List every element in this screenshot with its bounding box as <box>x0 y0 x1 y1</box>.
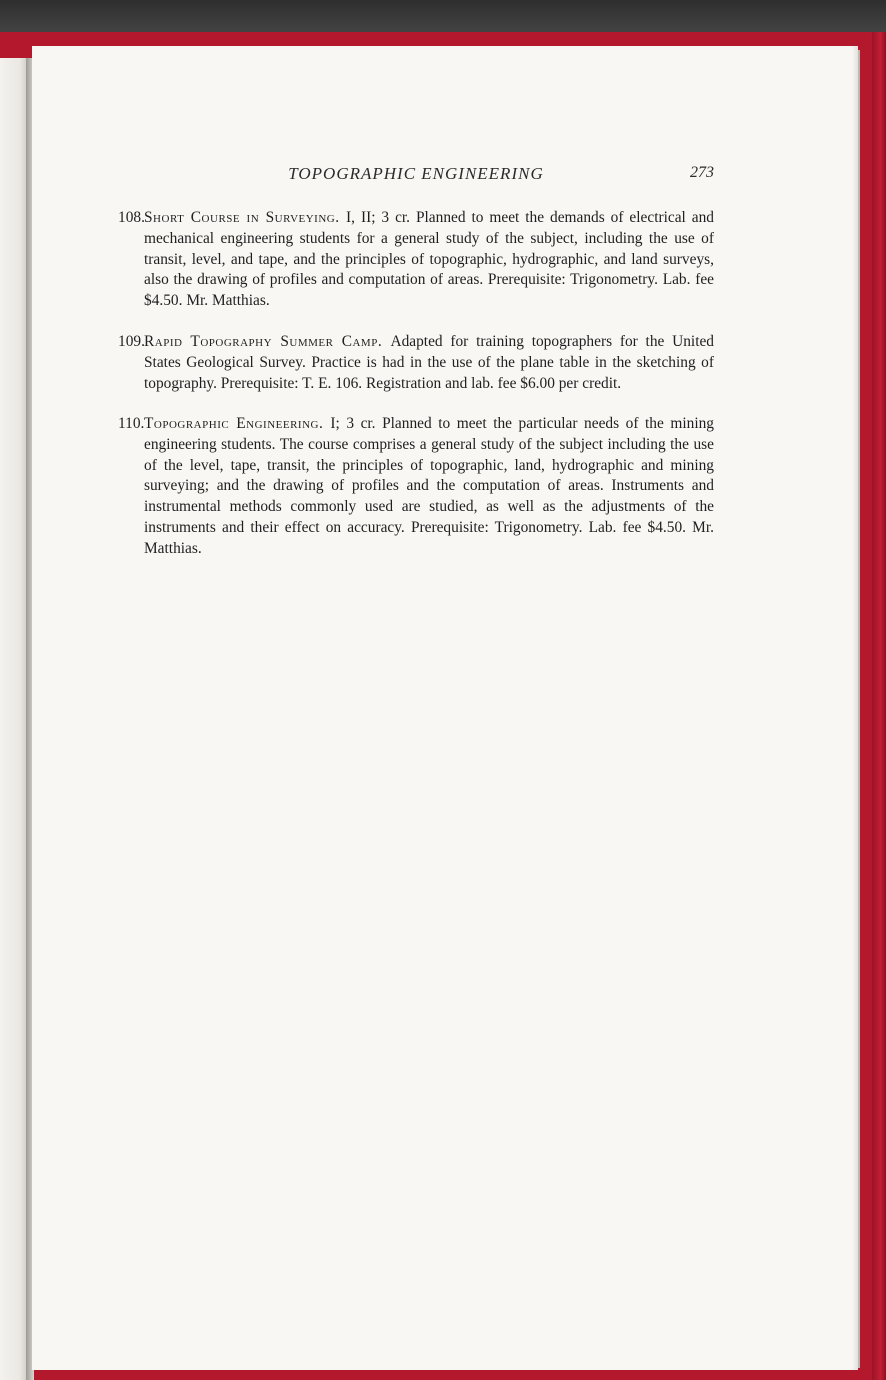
page-number: 273 <box>690 164 714 181</box>
facing-page-sliver <box>0 58 28 1380</box>
course-number: 109. <box>118 333 145 350</box>
course-title: Short Course in Surveying. <box>144 209 347 226</box>
course-number: 108. <box>118 209 145 226</box>
course-body <box>144 414 714 560</box>
course-description: Adapted for training topographers for the United States Geological Survey. Practice is had in the use of the plane table in the sketching of topography. Prerequisite: T. E. 106. Registration and lab. fee $6.00 per credit. <box>144 333 715 392</box>
course-description: I; 3 cr. Planned to meet the particular needs of the mining engineering students. The course comprises a general study of the subject including the use of the level, tape, transit, the principles of topographic, land, hydrographic and mining surveying; and the drawing of profiles and the computation of areas. Instruments and instrumental methods commonly used are studied, as well as the adjustments of the instruments and their effect on accuracy. Prerequisite: Trigonometry. Lab. fee $4.50. Mr. Matthias. <box>144 415 714 557</box>
book-cover-right-edge <box>872 32 886 1380</box>
course-entry-109 <box>118 332 714 394</box>
course-number: 110. <box>118 415 145 432</box>
course-body <box>144 332 714 394</box>
running-head <box>118 164 714 188</box>
course-title: Rapid Topography Summer Camp. <box>144 333 391 350</box>
course-description: I, II; 3 cr. Planned to meet the demands of electrical and mechanical engineering students for a general study of the subject, including the use of transit, level, and tape, and the principles of topographic, hydrographic, and land surveys, also the drawing of profiles and computation of areas. Prerequisite: Trigonometry. Lab. fee $4.50. Mr. Matthias. <box>144 209 714 310</box>
course-entry-110 <box>118 414 714 560</box>
course-entry-108 <box>118 208 714 312</box>
course-title: Topographic Engineering. <box>144 415 331 432</box>
course-body <box>144 208 714 312</box>
page-header-title: TOPOGRAPHIC ENGINEERING <box>288 164 544 183</box>
